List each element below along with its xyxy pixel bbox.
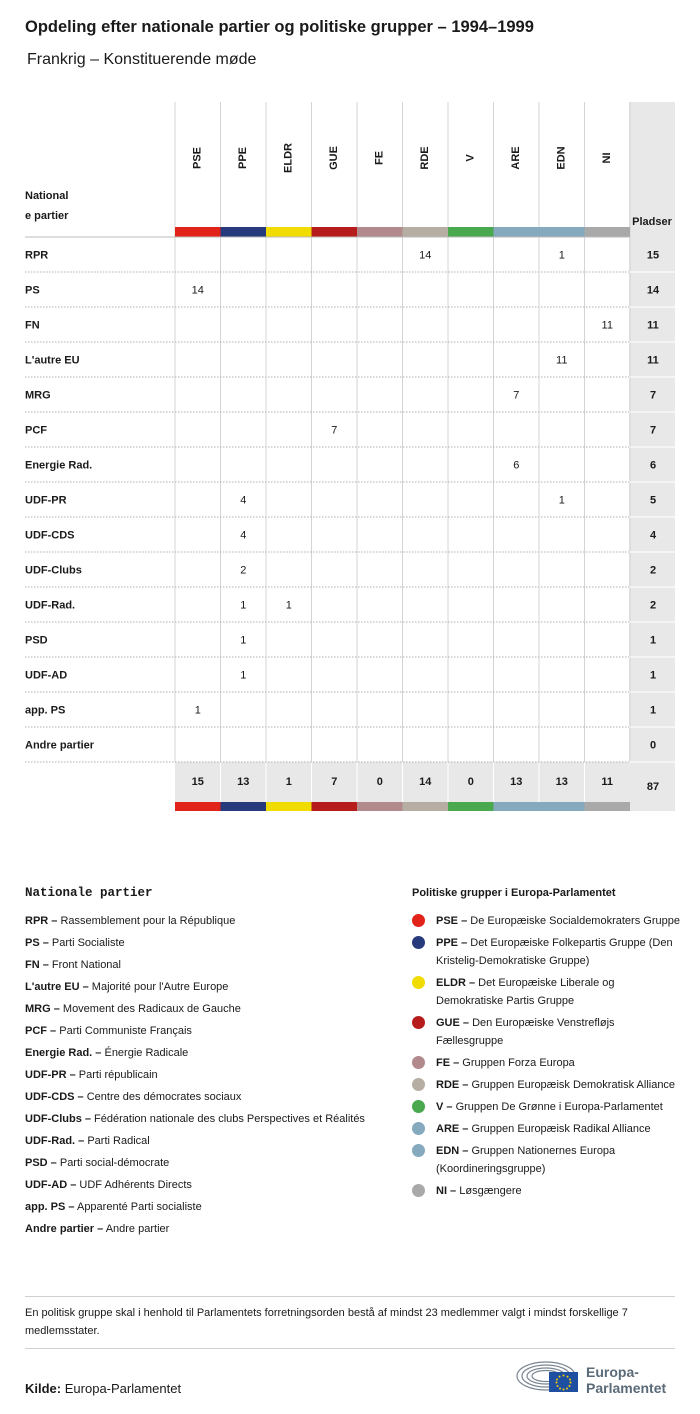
group-color-dot-icon bbox=[412, 1100, 425, 1113]
national-legend-item bbox=[25, 1110, 370, 1128]
national-legend-abbr: UDF-Rad. – bbox=[25, 1135, 85, 1147]
cell-value: 14 bbox=[191, 284, 204, 297]
national-legend-name: Parti Radical bbox=[84, 1135, 150, 1147]
row-total: 0 bbox=[649, 739, 657, 752]
group-legend-abbr: ELDR – bbox=[436, 977, 476, 989]
group-color-bar-bottom bbox=[539, 802, 585, 811]
group-header-eldr: ELDR bbox=[282, 143, 295, 173]
party-label: Andre partier bbox=[25, 739, 95, 752]
row-total: 1 bbox=[649, 704, 657, 717]
group-legend-item bbox=[412, 1054, 682, 1072]
group-color-bar-bottom bbox=[585, 802, 631, 811]
group-color-bar-bottom bbox=[312, 802, 358, 811]
national-legend-name: Movement des Radicaux de Gauche bbox=[59, 1003, 241, 1015]
group-legend-abbr: FE – bbox=[436, 1057, 460, 1069]
cell-value: 7 bbox=[331, 424, 338, 437]
row-total: 4 bbox=[649, 529, 657, 542]
group-legend-name: Det Europæiske Folkepartis Gruppe (Den Kristelig-Demokratiske Gruppe) bbox=[436, 937, 673, 967]
group-color-dot-icon bbox=[412, 1056, 425, 1069]
group-header-are: ARE bbox=[510, 146, 523, 170]
cell-value: 11 bbox=[601, 319, 613, 332]
national-legend-abbr: PCF – bbox=[25, 1025, 57, 1037]
row-total: 1 bbox=[649, 669, 657, 682]
row-total: 2 bbox=[649, 599, 657, 612]
cell-value: 1 bbox=[240, 599, 247, 612]
group-legend-abbr: ARE – bbox=[436, 1123, 469, 1135]
party-label: UDF-Clubs bbox=[25, 564, 82, 577]
national-legend-item bbox=[25, 1132, 370, 1150]
group-color-bar-bottom bbox=[266, 802, 312, 811]
national-legend-abbr: Andre partier – bbox=[25, 1223, 104, 1235]
national-legend-name: UDF Adhérents Directs bbox=[76, 1179, 192, 1191]
national-legend-abbr: MRG – bbox=[25, 1003, 60, 1015]
group-color-bar-bottom bbox=[221, 802, 267, 811]
party-label: PS bbox=[25, 284, 40, 297]
group-legend-item bbox=[412, 912, 682, 930]
group-legend-name: Gruppen De Grønne i Europa-Parlamentet bbox=[452, 1101, 663, 1113]
group-legend-abbr: PSE – bbox=[436, 915, 468, 927]
group-legend-item bbox=[412, 974, 682, 1010]
source-value: Europa-Parlamentet bbox=[64, 1381, 182, 1396]
national-legend-item bbox=[25, 1154, 370, 1172]
group-legend-item bbox=[412, 1076, 682, 1094]
group-color-bar-bottom bbox=[403, 802, 449, 811]
party-label: RPR bbox=[25, 249, 49, 262]
group-color-dot-icon bbox=[412, 1184, 425, 1197]
logo-line-2: Parlamentet bbox=[586, 1380, 667, 1396]
group-header-ppe: PPE bbox=[237, 146, 250, 170]
divider bbox=[25, 1348, 675, 1349]
national-legend-name: Parti républicain bbox=[75, 1069, 158, 1081]
row-header-label: e partier bbox=[25, 210, 69, 222]
national-legend-name: Apparenté Parti socialiste bbox=[74, 1201, 202, 1213]
group-legend-item bbox=[412, 1182, 682, 1200]
group-header-gue: GUE bbox=[328, 146, 341, 170]
party-label: L'autre EU bbox=[25, 354, 80, 367]
column-total: 14 bbox=[419, 776, 432, 788]
cell-value: 1 bbox=[240, 669, 247, 682]
group-color-bar bbox=[494, 227, 540, 237]
national-legend-item bbox=[25, 1176, 370, 1194]
cell-value: 11 bbox=[556, 354, 568, 367]
party-label: PCF bbox=[25, 424, 47, 437]
source-label: Kilde: bbox=[25, 1381, 62, 1396]
row-total: 14 bbox=[646, 284, 660, 297]
cell-value: 14 bbox=[419, 249, 432, 262]
group-color-bar-bottom bbox=[494, 802, 540, 811]
national-legend-item bbox=[25, 1088, 370, 1106]
group-legend-abbr: RDE – bbox=[436, 1079, 469, 1091]
cell-value: 2 bbox=[240, 564, 247, 577]
political-groups-legend bbox=[412, 912, 682, 1204]
party-label: Energie Rad. bbox=[25, 459, 93, 472]
national-legend-item bbox=[25, 956, 370, 974]
group-color-dot-icon bbox=[412, 1078, 425, 1091]
national-legend-item bbox=[25, 1044, 370, 1062]
national-legend-abbr: PS – bbox=[25, 937, 49, 949]
group-legend-item bbox=[412, 1098, 682, 1116]
grand-total: 87 bbox=[646, 781, 660, 793]
footnote: En politisk gruppe skal i henhold til Parlamentets forretningsorden bestå af mindst 23 medlemmer valgt i mindst forskellige 7 medlemsstater. bbox=[25, 1307, 628, 1337]
cell-value: 1 bbox=[558, 249, 565, 262]
group-legend-item bbox=[412, 1142, 682, 1178]
national-legend-item bbox=[25, 1000, 370, 1018]
chart-subtitle: Frankrig – Konstituerende møde bbox=[27, 51, 257, 68]
group-color-dot-icon bbox=[412, 976, 425, 989]
cell-value: 4 bbox=[240, 529, 247, 542]
national-legend-name: Centre des démocrates sociaux bbox=[83, 1091, 242, 1103]
national-legend-abbr: UDF-Clubs – bbox=[25, 1113, 91, 1125]
row-total: 1 bbox=[649, 634, 657, 647]
party-label: FN bbox=[25, 319, 40, 332]
logo-line-1: Europa- bbox=[586, 1364, 639, 1380]
group-legend-name: Den Europæiske Venstrefløjs Fællesgruppe bbox=[436, 1017, 615, 1047]
national-legend-name: Énergie Radicale bbox=[101, 1047, 189, 1059]
national-legend-name: Rassemblement pour la République bbox=[57, 915, 236, 927]
group-legend-title: Politiske grupper i Europa-Parlamentet bbox=[412, 887, 616, 899]
group-color-bar-bottom bbox=[357, 802, 403, 811]
group-header-rde: RDE bbox=[419, 146, 432, 170]
group-legend-name: Gruppen Europæisk Radikal Alliance bbox=[468, 1123, 651, 1135]
national-legend-item bbox=[25, 978, 370, 996]
party-label: app. PS bbox=[25, 704, 66, 717]
source-line bbox=[25, 1381, 181, 1396]
national-legend-item bbox=[25, 1066, 370, 1084]
column-total: 0 bbox=[467, 776, 474, 788]
group-color-bar bbox=[357, 227, 403, 237]
group-color-dot-icon bbox=[412, 914, 425, 927]
national-legend-item bbox=[25, 912, 370, 930]
row-total: 2 bbox=[649, 564, 657, 577]
national-legend-title: Nationale partier bbox=[25, 886, 153, 900]
row-total: 7 bbox=[649, 389, 657, 402]
national-legend-abbr: UDF-CDS – bbox=[25, 1091, 84, 1103]
group-legend-abbr: NI – bbox=[436, 1185, 457, 1197]
column-total: 7 bbox=[331, 776, 338, 788]
national-legend-abbr: FN – bbox=[25, 959, 49, 971]
total-header-label: Pladser bbox=[632, 216, 672, 228]
group-legend-name: Gruppen Forza Europa bbox=[459, 1057, 575, 1069]
national-legend-item bbox=[25, 1022, 370, 1040]
group-legend-item bbox=[412, 1120, 682, 1138]
group-color-bar-bottom bbox=[175, 802, 221, 811]
row-total: 7 bbox=[649, 424, 657, 437]
group-header-ni: NI bbox=[601, 152, 614, 164]
column-total: 11 bbox=[601, 776, 614, 788]
national-legend-name: Parti Socialiste bbox=[48, 937, 125, 949]
national-legend-name: Fédération nationale des clubs Perspectives et Réalités bbox=[91, 1113, 365, 1125]
group-legend-abbr: GUE – bbox=[436, 1017, 470, 1029]
group-color-bar bbox=[585, 227, 631, 237]
party-label: PSD bbox=[25, 634, 48, 647]
group-color-bar bbox=[221, 227, 267, 237]
column-total: 13 bbox=[510, 776, 523, 788]
row-total: 5 bbox=[649, 494, 657, 507]
column-total: 1 bbox=[285, 776, 292, 788]
cell-value: 1 bbox=[240, 634, 247, 647]
group-color-dot-icon bbox=[412, 1016, 425, 1029]
party-label: UDF-Rad. bbox=[25, 599, 76, 612]
national-legend-name: Andre partier bbox=[103, 1223, 170, 1235]
column-total: 15 bbox=[191, 776, 204, 788]
national-legend-abbr: UDF-AD – bbox=[25, 1179, 77, 1191]
national-parties-legend bbox=[25, 912, 370, 1242]
party-label: MRG bbox=[25, 389, 51, 402]
group-color-bar bbox=[312, 227, 358, 237]
group-legend-name: Gruppen Europæisk Demokratisk Alliance bbox=[468, 1079, 676, 1091]
group-color-bar bbox=[403, 227, 449, 237]
national-legend-item bbox=[25, 1220, 370, 1238]
group-header-edn: EDN bbox=[555, 146, 568, 170]
national-legend-item bbox=[25, 934, 370, 952]
row-total: 15 bbox=[646, 249, 660, 262]
group-legend-item bbox=[412, 1014, 682, 1050]
group-color-dot-icon bbox=[412, 936, 425, 949]
national-legend-name: Majorité pour l'Autre Europe bbox=[88, 981, 229, 993]
cell-value: 1 bbox=[194, 704, 201, 717]
column-total: 13 bbox=[237, 776, 250, 788]
party-label: UDF-AD bbox=[25, 669, 68, 682]
group-header-pse: PSE bbox=[191, 146, 204, 170]
group-legend-name: Løsgængere bbox=[456, 1185, 522, 1197]
group-legend-name: Det Europæiske Liberale og Demokratiske Partis Gruppe bbox=[436, 977, 615, 1007]
group-color-bar-bottom bbox=[448, 802, 494, 811]
group-color-dot-icon bbox=[412, 1122, 425, 1135]
group-legend-name: Gruppen Nationernes Europa (Koordineringsgruppe) bbox=[436, 1145, 616, 1175]
row-total: 11 bbox=[647, 319, 659, 332]
group-color-bar bbox=[175, 227, 221, 237]
national-legend-abbr: UDF-PR – bbox=[25, 1069, 76, 1081]
national-legend-abbr: Energie Rad. – bbox=[25, 1047, 102, 1059]
party-label: UDF-PR bbox=[25, 494, 67, 507]
group-color-bar bbox=[266, 227, 312, 237]
national-legend-abbr: L'autre EU – bbox=[25, 981, 89, 993]
group-legend-item bbox=[412, 934, 682, 970]
column-total: 0 bbox=[376, 776, 383, 788]
group-header-fe: FE bbox=[373, 150, 386, 166]
national-legend-abbr: PSD – bbox=[25, 1157, 57, 1169]
group-legend-abbr: PPE – bbox=[436, 937, 468, 949]
group-color-bar bbox=[539, 227, 585, 237]
row-header-label: National bbox=[25, 190, 69, 202]
group-color-dot-icon bbox=[412, 1144, 425, 1157]
cell-value: 4 bbox=[240, 494, 247, 507]
party-label: UDF-CDS bbox=[25, 529, 75, 542]
group-legend-abbr: EDN – bbox=[436, 1145, 469, 1157]
chart-title: Opdeling efter nationale partier og politiske grupper – 1994–1999 bbox=[25, 18, 534, 36]
cell-value: 6 bbox=[513, 459, 520, 472]
group-color-bar bbox=[448, 227, 494, 237]
national-legend-name: Parti social-démocrate bbox=[56, 1157, 170, 1169]
divider bbox=[25, 1296, 675, 1297]
logo-text bbox=[586, 1364, 666, 1396]
cell-value: 1 bbox=[558, 494, 565, 507]
national-legend-abbr: app. PS – bbox=[25, 1201, 75, 1213]
national-legend-item bbox=[25, 1198, 370, 1216]
national-legend-abbr: RPR – bbox=[25, 915, 58, 927]
group-legend-abbr: V – bbox=[436, 1101, 453, 1113]
cell-value: 1 bbox=[285, 599, 292, 612]
cell-value: 7 bbox=[513, 389, 520, 402]
national-legend-name: Parti Communiste Français bbox=[56, 1025, 192, 1037]
group-legend-name: De Europæiske Socialdemokraters Gruppe bbox=[467, 915, 680, 927]
row-total: 6 bbox=[649, 459, 657, 472]
group-header-v: V bbox=[464, 154, 477, 162]
row-total: 11 bbox=[647, 354, 659, 367]
column-total: 13 bbox=[555, 776, 568, 788]
national-legend-name: Front National bbox=[48, 959, 121, 971]
